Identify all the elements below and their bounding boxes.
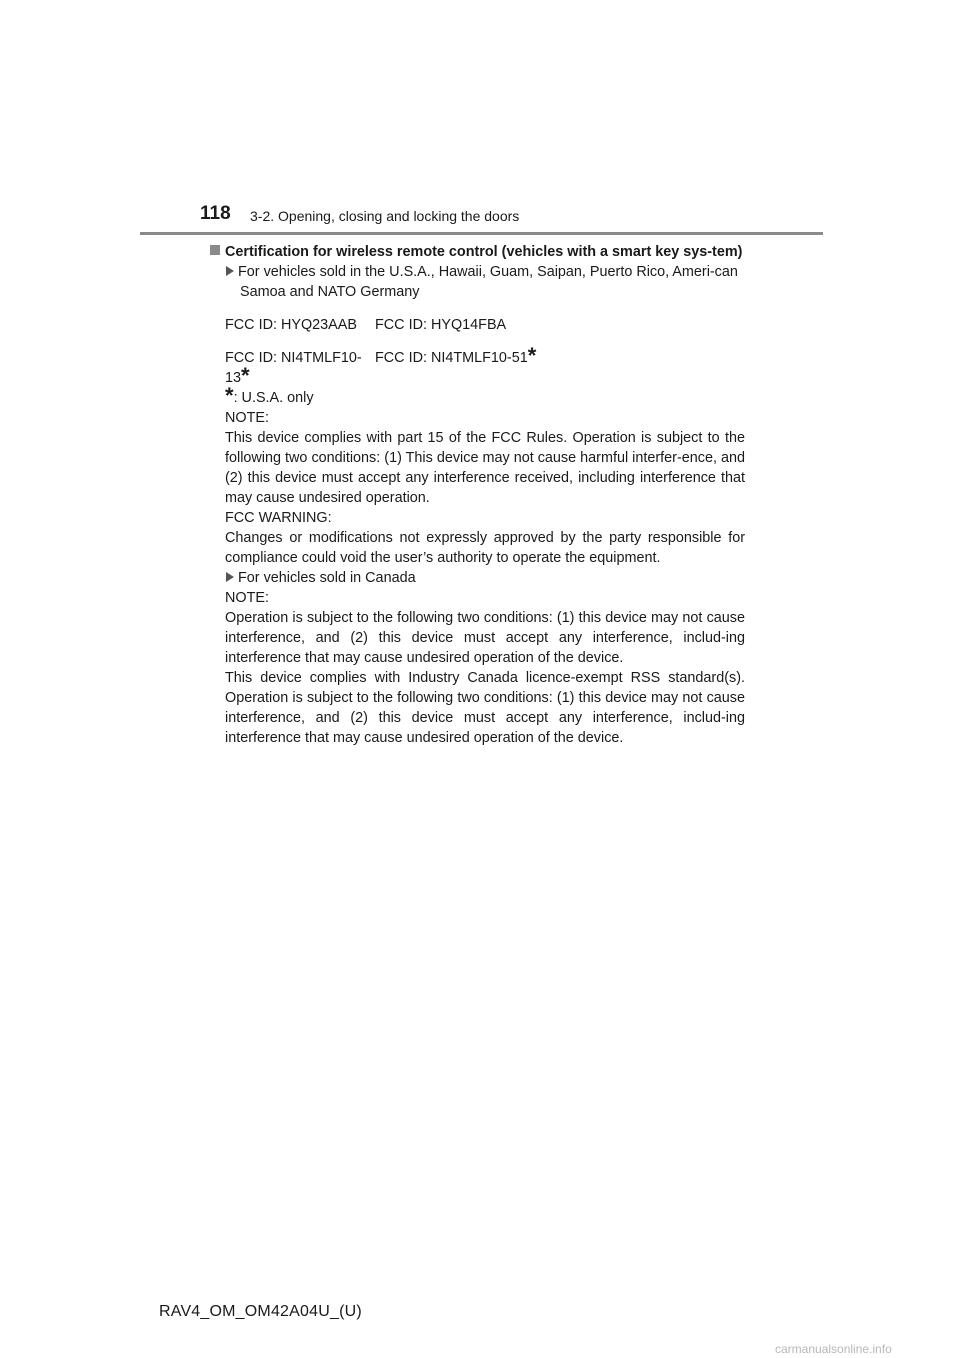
asterisk-mark: *	[225, 383, 234, 408]
page-header	[0, 0, 960, 240]
section-heading	[210, 242, 745, 262]
fcc-row-1	[210, 315, 745, 335]
footnote	[210, 383, 745, 408]
note-label: NOTE:	[225, 590, 269, 606]
square-bullet-icon	[210, 245, 220, 255]
heading-text: Certification for wireless remote control (vehicles with a smart key sys-tem)	[225, 244, 743, 260]
canada-item-text: For vehicles sold in Canada	[238, 570, 416, 586]
note-block-2	[210, 588, 745, 668]
asterisk-mark: *	[527, 343, 537, 368]
warning-block	[210, 508, 745, 568]
fcc-id-3: FCC ID: NI4TMLF10-13	[225, 350, 362, 386]
fcc-id-4: FCC ID: NI4TMLF10-51	[375, 350, 528, 366]
fcc-id-2: FCC ID: HYQ14FBA	[375, 317, 507, 333]
industry-canada-block	[210, 668, 745, 748]
list-item-us	[210, 262, 745, 302]
note-block-1	[210, 408, 745, 508]
industry-canada-text: This device complies with Industry Canada licence-exempt RSS standard(s). Operation is subject to the following two conditions: (1) this device may not cause interference, and (2) this device must accept any interference, includ-ing interference that may cause undesired operation of the device.	[225, 670, 745, 746]
warning-text: Changes or modifications not expressly approved by the party responsible for compliance could void the user’s authority to operate the equipment.	[225, 530, 745, 566]
us-item-text: For vehicles sold in the U.S.A., Hawaii, Guam, Saipan, Puerto Rico, Ameri-can Samoa and NATO Germany	[238, 264, 738, 300]
note-text: Operation is subject to the following two conditions: (1) this device may not cause interference, and (2) this device must accept any interference, includ-ing interference that may cause undesired operation of the device.	[225, 610, 745, 666]
page-number: 118	[200, 203, 231, 224]
document-code: RAV4_OM_OM42A04U_(U)	[159, 1303, 362, 1320]
fcc-id-4-wrap	[375, 343, 537, 388]
warning-label: FCC WARNING:	[225, 510, 332, 526]
fcc-row-2	[210, 343, 745, 388]
watermark: carmanualsonline.info	[775, 1342, 892, 1356]
fcc-id-3-wrap	[225, 348, 375, 388]
header-divider	[140, 232, 823, 235]
triangle-bullet-icon	[226, 572, 234, 582]
asterisk-mark: *	[241, 363, 250, 388]
triangle-bullet-icon	[226, 266, 234, 276]
note-text: This device complies with part 15 of the FCC Rules. Operation is subject to the following two conditions: (1) This device may not cause harmful interfer-ence, and (2) this device must accept any interference received, including interference that may cause undesired operation.	[225, 430, 745, 506]
section-title: 3-2. Opening, closing and locking the doors	[250, 208, 520, 224]
page-content	[210, 242, 745, 748]
footnote-text: : U.S.A. only	[233, 390, 314, 406]
note-label: NOTE:	[225, 410, 269, 426]
list-item-canada	[210, 568, 745, 588]
fcc-id-1: FCC ID: HYQ23AAB	[225, 317, 357, 333]
